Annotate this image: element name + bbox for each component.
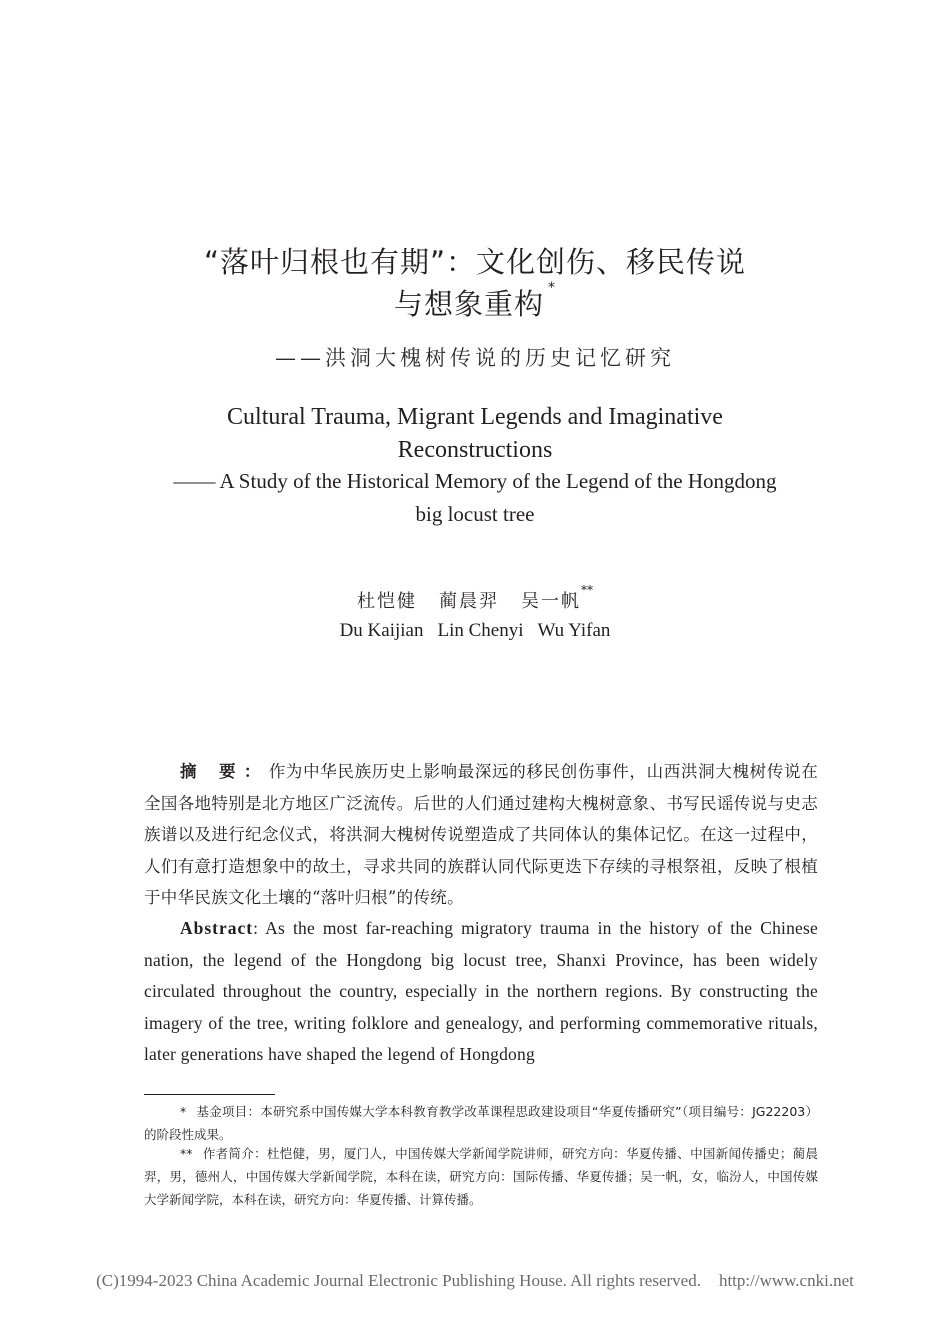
author-zh-1: 杜恺健	[357, 591, 417, 612]
title-zh-line1: “落叶归根也有期”：文化创伤、移民传说	[203, 245, 747, 279]
title-en-line1: Cultural Trauma, Migrant Legends and Imaginative	[227, 404, 723, 430]
abstract-en	[144, 913, 818, 1071]
author-zh-2: 蔺晨羿	[439, 591, 499, 612]
abstract-en-text: : As the most far-reaching migratory trauma in the history of the Chinese nation, the legend of the Hongdong big locust tree, Shanxi Province, has been widely circulated throughout the country, especially in the northern regions. By constructing the imagery of the tree, writing folklore and genealogy, and performing commemorative rituals, later generations have shaped the legend of Hongdong	[144, 918, 818, 1064]
abstract-zh	[144, 756, 818, 914]
footnote-text-1: 基金项目：本研究系中国传媒大学本科教育教学改革课程思政建设项目“华夏传播研究”（项目编号：JG22203）的阶段性成果。	[144, 1104, 818, 1142]
author-zh-3: 吴一帆	[521, 591, 581, 612]
author-en-3: Wu Yifan	[537, 620, 611, 641]
subtitle-en-line2: big locust tree	[415, 502, 535, 526]
authors-zh	[0, 583, 950, 613]
title-en-line2: Reconstructions	[397, 437, 553, 463]
subtitle-zh: ——洪洞大槐树传说的历史记忆研究	[275, 346, 675, 370]
abstract-zh-text: 作为中华民族历史上影响最深远的移民创伤事件，山西洪洞大槐树传说在全国各地特别是北方地区广泛流传。后世的人们通过建构大槐树意象、书写民谣传说与史志族谱以及进行纪念仪式，将洪洞大槐树传说塑造成了共同体认的集体记忆。在这一过程中，人们有意打造想象中的故土，寻求共同的族群认同代际更迭下存续的寻根祭祖，反映了根植于中华民族文化土壤的“落叶归根”的传统。	[144, 762, 818, 907]
title-zh-line2	[0, 282, 950, 323]
footnote-authors	[144, 1142, 818, 1211]
footnote-divider	[144, 1094, 275, 1095]
footnote-text-2: 作者简介：杜恺健，男，厦门人，中国传媒大学新闻学院讲师，研究方向：华夏传播、中国新闻传播史；蔺晨羿，男，德州人，中国传媒大学新闻学院，本科在读，研究方向：国际传播、华夏传播；吴一帆，女，临汾人，中国传媒大学新闻学院，本科在读，研究方向：华夏传播、计算传播。	[144, 1146, 818, 1207]
copyright-line	[0, 1271, 950, 1291]
abstract-zh-label: 摘 要：	[180, 762, 269, 781]
copyright-url[interactable]: http://www.cnki.net	[718, 1271, 854, 1290]
authors-en	[0, 620, 950, 642]
abstract-en-label: Abstract	[180, 918, 254, 938]
author-footnote-mark: **	[581, 583, 593, 597]
subtitle-en-line1: —— A Study of the Historical Memory of the Legend of the Hongdong	[173, 469, 777, 493]
author-en-1: Du Kaijian	[339, 620, 424, 641]
footnote-mark-2: **	[180, 1146, 193, 1161]
title-zh-line2-text: 与想象重构	[393, 287, 544, 321]
footnote-funding	[144, 1100, 818, 1146]
author-en-2: Lin Chenyi	[437, 620, 524, 641]
copyright-text: (C)1994-2023 China Academic Journal Electronic Publishing House. All rights reserved.	[96, 1271, 701, 1290]
footnote-mark-1: *	[180, 1104, 187, 1119]
title-footnote-mark: *	[548, 280, 556, 296]
